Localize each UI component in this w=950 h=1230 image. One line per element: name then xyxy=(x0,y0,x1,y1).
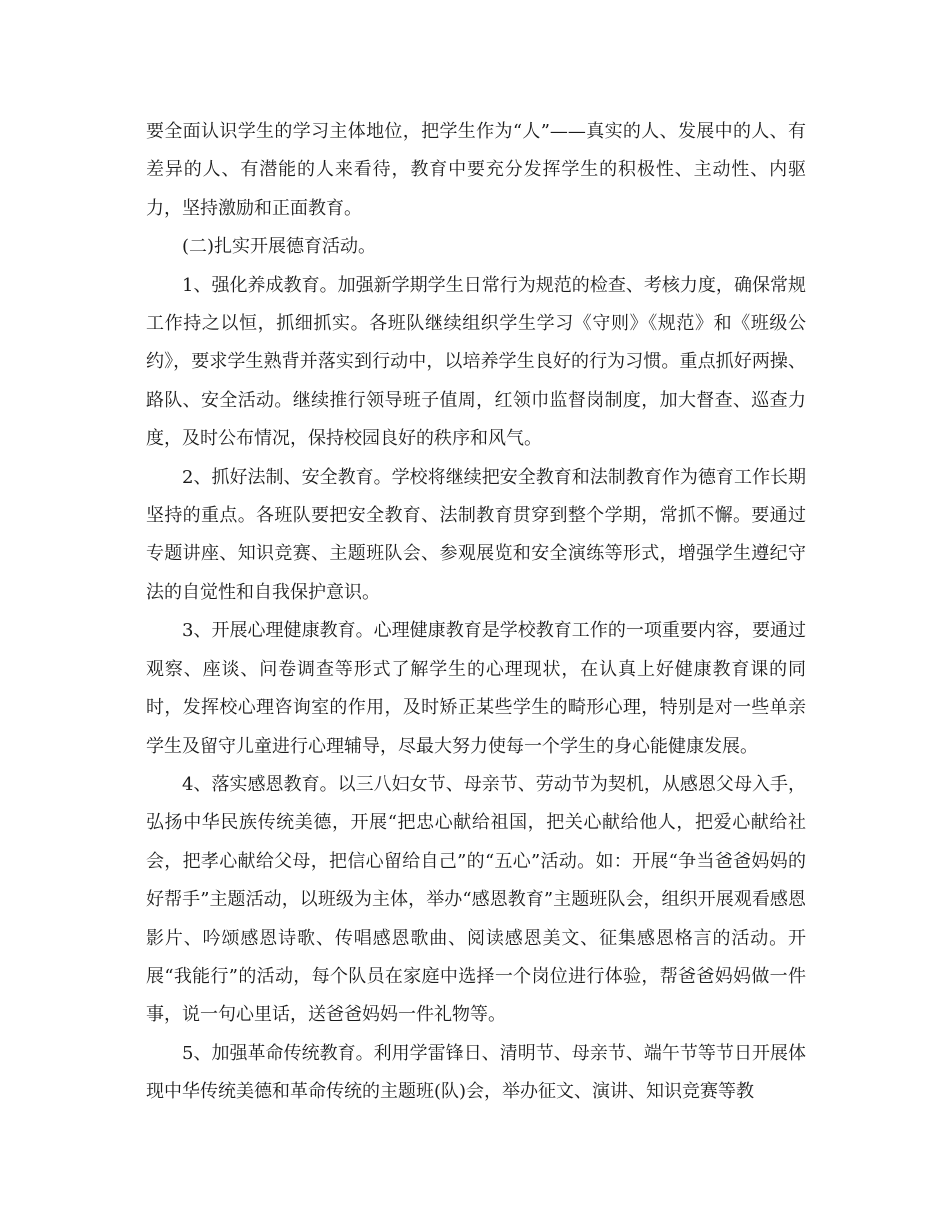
paragraph-item-2: 2、抓好法制、安全教育。学校将继续把安全教育和法制教育作为德育工作长期坚持的重点。各班队要把安全教育、法制教育贯穿到整个学期，常抓不懈。要通过专题讲座、知识竞赛、主题班队会、参观展览和安全演练等形式，增强学生遵纪守法的自觉性和自我保护意识。 xyxy=(146,466,806,603)
paragraph-intro: 要全面认识学生的学习主体地位，把学生作为“人”——真实的人、发展中的人、有差异的人、有潜能的人来看待，教育中要充分发挥学生的积极性、主动性、内驱力，坚持激励和正面教育。 xyxy=(146,121,806,219)
paragraph-item-5: 5、加强革命传统教育。利用学雷锋日、清明节、母亲节、端午节等节日开展体现中华传统美德和革命传统的主题班(队)会，举办征文、演讲、知识竞赛等教 xyxy=(146,1042,806,1103)
paragraph-item-3: 3、开展心理健康教育。心理健康教育是学校教育工作的一项重要内容，要通过观察、座谈、问卷调查等形式了解学生的心理现状，在认真上好健康教育课的同时，发挥校心理咨询室的作用，及时矫正某些学生的畸形心理，特别是对一些单亲学生及留守儿童进行心理辅导，尽最大努力使每一个学生的身心能健康发展。 xyxy=(146,620,806,757)
paragraph-item-1: 1、强化养成教育。加强新学期学生日常行为规范的检查、考核力度，确保常规工作持之以恒，抓细抓实。各班队继续组织学生学习《守则》《规范》和《班级公约》，要求学生熟背并落实到行动中，以培养学生良好的行为习惯。重点抓好两操、路队、安全活动。继续推行领导班子值周，红领巾监督岗制度，加大督查、巡查力度，及时公布情况，保持校园良好的秩序和风气。 xyxy=(146,274,806,450)
document-body xyxy=(146,113,806,1112)
section-heading: (二)扎实开展德育活动。 xyxy=(182,236,377,258)
paragraph-item-4: 4、落实感恩教育。以三八妇女节、母亲节、劳动节为契机，从感恩父母入手，弘扬中华民族传统美德，开展“把忠心献给祖国，把关心献给他人，把爱心献给社会，把孝心献给父母，把信心留给自己”的“五心”活动。如：开展“争当爸爸妈妈的好帮手”主题活动，以班级为主体，举办“感恩教育”主题班队会，组织开展观看感恩影片、吟颂感恩诗歌、传唱感恩歌曲、阅读感恩美文、征集感恩格言的活动。开展“我能行”的活动，每个队员在家庭中选择一个岗位进行体验，帮爸爸妈妈做一件事，说一句心里话，送爸爸妈妈一件礼物等。 xyxy=(146,773,806,1026)
